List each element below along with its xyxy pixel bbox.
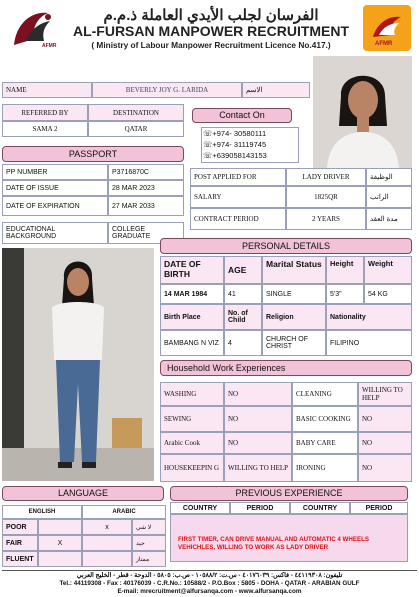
personal-details-title: PERSONAL DETAILS	[160, 238, 412, 254]
baby-care-label: BABY CARE	[292, 432, 358, 454]
previous-experience-title: PREVIOUS EXPERIENCE	[170, 486, 408, 501]
religion-header: Religion	[262, 304, 326, 330]
age-value: 41	[224, 284, 262, 304]
language-title: LANGUAGE	[2, 486, 164, 501]
marital-status-value: SINGLE	[262, 284, 326, 304]
date-of-issue-label: DATE OF ISSUE	[2, 180, 108, 196]
contact-phone-2: ☏+974- 31119745	[203, 140, 267, 149]
salary-label: SALARY	[190, 186, 286, 208]
company-logo-left	[8, 5, 64, 53]
age-header: AGE	[224, 256, 262, 284]
height-header: Height	[326, 256, 364, 284]
language-fluent-ar-label: ممتاز	[132, 551, 166, 567]
housekeeping-label: HOUSEKEEPIN G	[160, 454, 224, 482]
prev-col-country-2: COUNTRY	[290, 502, 350, 514]
contact-phone-3: ☏+639058143153	[203, 151, 267, 160]
language-fluent-label: FLUENT	[2, 551, 38, 567]
prev-col-period-1: PERIOD	[230, 502, 290, 514]
ironing-label: IRONING	[292, 454, 358, 482]
applicant-full-body-photo	[2, 248, 154, 481]
contact-phone-1: ☏+974- 30580111	[203, 129, 267, 138]
language-col-arabic: ARABIC	[82, 505, 166, 519]
washing-value: NO	[224, 382, 292, 406]
date-of-issue-value: 28 MAR 2023	[108, 180, 184, 196]
basic-cooking-label: BASIC COOKING	[292, 406, 358, 432]
weight-value: 54 KG	[364, 284, 412, 304]
cleaning-label: CLEANING	[292, 382, 358, 406]
applicant-portrait-photo	[313, 56, 412, 168]
destination-value: QATAR	[88, 121, 184, 137]
footer-arabic-line: تليفون: ٤٤١١٩٣٠٨ - فاكس: ٤٠١٧٦٠٣٩ - س.ت: ١٠٥٨٨/٢ - ص.ب: ٥٨٠٥ - الدوحة - قطر - الخليج العربي	[76, 572, 343, 579]
height-value: 5'3"	[326, 284, 364, 304]
post-applied-label: POST APPLIED FOR	[190, 168, 286, 186]
arabic-cook-value: NO	[224, 432, 292, 454]
children-value: 4	[224, 330, 262, 356]
destination-label: DESTINATION	[88, 104, 184, 121]
company-logo-right	[363, 5, 411, 51]
language-poor-ar-label: لا شي	[132, 519, 166, 535]
contact-title: Contact On	[192, 108, 292, 123]
sewing-value: NO	[224, 406, 292, 432]
language-fair-ar-label: جيد	[132, 535, 166, 551]
cleaning-value: WILLING TO HELP	[358, 382, 412, 406]
arabic-cook-label: Arabic Cook	[160, 432, 224, 454]
header-subtitle: ( Ministry of Labour Manpower Recruitment Licence No.417.)	[91, 40, 331, 50]
post-applied-value: LADY DRIVER	[286, 168, 366, 186]
referred-by-value: SAMA 2	[2, 121, 88, 137]
language-col-english: ENGLISH	[2, 505, 82, 519]
contract-period-value: 2 YEARS	[286, 208, 366, 230]
sewing-label: SEWING	[160, 406, 224, 432]
religion-value: CHURCH OF CHRIST	[262, 330, 326, 356]
date-of-expiration-value: 27 MAR 2033	[108, 196, 184, 216]
education-value: COLLEGE GRADUATE	[108, 222, 184, 244]
prev-col-period-2: PERIOD	[350, 502, 408, 514]
logo-right-text: AFMR	[375, 41, 393, 47]
household-title: Household Work Experiences	[160, 360, 412, 376]
washing-label: WASHING	[160, 382, 224, 406]
birth-place-value: BAMBANG N VIZ	[160, 330, 224, 356]
weight-header: Weight	[364, 256, 412, 284]
children-header: No. of Child	[224, 304, 262, 330]
prev-col-country-1: COUNTRY	[170, 502, 230, 514]
language-poor-english	[38, 519, 82, 535]
footer-email-line: E-mail: mrecruitment@alfursanqa.com - www.alfursanqa.com	[117, 588, 302, 595]
housekeeping-value: WILLING TO HELP	[224, 454, 292, 482]
nationality-header: Nationality	[326, 304, 412, 330]
basic-cooking-value: NO	[358, 406, 412, 432]
post-applied-arabic: الوظيفة	[366, 168, 412, 186]
language-fair-label: FAIR	[2, 535, 38, 551]
dob-value: 14 MAR 1984	[160, 284, 224, 304]
header-english-title: AL-FURSAN MANPOWER RECRUITMENT	[72, 23, 350, 39]
baby-care-value: NO	[358, 432, 412, 454]
language-poor-label: POOR	[2, 519, 38, 535]
passport-number-value: P3716870C	[108, 164, 184, 180]
contract-period-arabic: مدة العقد	[366, 208, 412, 230]
education-label: EDUCATIONAL BACKGROUND	[2, 222, 108, 244]
name-value: BEVERLY JOY G. LARIDA	[92, 82, 242, 98]
salary-value: 1825QR	[286, 186, 366, 208]
language-fluent-english	[38, 551, 82, 567]
footer-divider	[2, 570, 417, 571]
contract-period-label: CONTRACT PERIOD	[190, 208, 286, 230]
name-label: NAME	[2, 82, 92, 98]
header-arabic-title: الفرسان لجلب الأيدي العاملة ذ.م.م	[103, 7, 319, 24]
language-fluent-arabic	[82, 551, 132, 567]
birth-place-header: Birth Place	[160, 304, 224, 330]
passport-title: PASSPORT	[2, 146, 184, 162]
language-fair-english: X	[38, 535, 82, 551]
previous-experience-note: FIRST TIMER, CAN DRIVE MANUAL AND AUTOMATIC 4 WHEELS VEHICHLES, WILLING TO WORK AS LADY DRIVER	[178, 536, 370, 551]
language-poor-arabic: x	[82, 519, 132, 535]
language-fair-arabic	[82, 535, 132, 551]
ironing-value: NO	[358, 454, 412, 482]
dob-header: DATE OF BIRTH	[160, 256, 224, 284]
referred-by-label: REFERRED BY	[2, 104, 88, 121]
footer-english-line: Tel.: 44119308 - Fax : 40176039 - C.R.No.: 10588/2 - P.O.Box : 5805 - DOHA - QATAR - ARABIAN GULF	[59, 580, 360, 587]
marital-status-header: Marital Status	[262, 256, 326, 284]
salary-arabic: الراتب	[366, 186, 412, 208]
nationality-value: FILIPINO	[326, 330, 412, 356]
passport-number-label: PP NUMBER	[2, 164, 108, 180]
logo-left-text: AFMR	[42, 43, 57, 49]
name-arabic-label: الاسم	[242, 82, 310, 98]
date-of-expiration-label: DATE OF EXPIRATION	[2, 196, 108, 216]
